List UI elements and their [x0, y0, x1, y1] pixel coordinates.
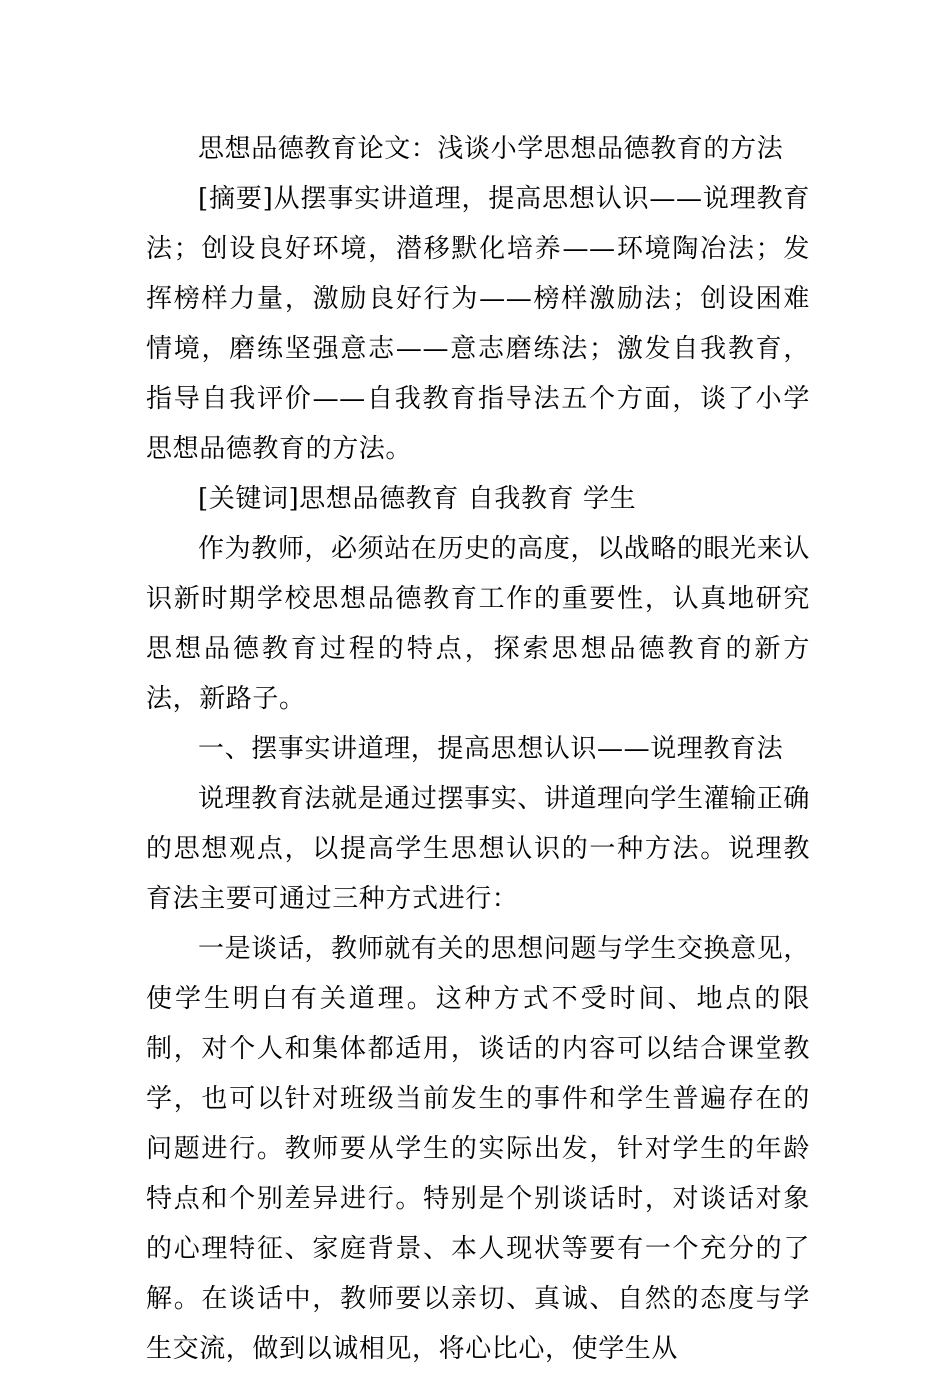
body-paragraph: 作为教师，必须站在历史的高度，以战略的眼光来认识新时期学校思想品德教育工作的重要性，认真地研究思想品德教育过程的特点，探索思想品德教育的新方法，新路子。: [146, 534, 810, 714]
keywords-paragraph: [关键词]思想品德教育 自我教育 学生: [198, 484, 637, 514]
document-title: 思想品德教育论文：浅谈小学思想品德教育的方法: [198, 134, 784, 164]
body-paragraph: 说理教育法就是通过摆事实、讲道理向学生灌输正确的思想观点，以提高学生思想认识的一种方法。说理教育法主要可通过三种方式进行：: [146, 784, 810, 914]
body-paragraph: 一是谈话，教师就有关的思想问题与学生交换意见，使学生明白有关道理。这种方式不受时间、地点的限制，对个人和集体都适用，谈话的内容可以结合课堂教学，也可以针对班级当前发生的事件和学生普遍存在的问题进行。教师要从学生的实际出发，针对学生的年龄特点和个别差异进行。特别是个别谈话时，对谈话对象的心理特征、家庭背景、本人现状等要有一个充分的了解。在谈话中，教师要以亲切、真诚、自然的态度与学生交流，做到以诚相见，将心比心，使学生从: [146, 934, 810, 1364]
abstract-paragraph: [摘要]从摆事实讲道理，提高思想认识——说理教育法；创设良好环境，潜移默化培养——环境陶冶法；发挥榜样力量，激励良好行为——榜样激励法；创设困难情境，磨练坚强意志——意志磨练法；激发自我教育，指导自我评价——自我教育指导法五个方面，谈了小学思想品德教育的方法。: [146, 184, 810, 464]
section-heading: 一、摆事实讲道理，提高思想认识——说理教育法: [198, 734, 784, 764]
document-body: [146, 124, 810, 1374]
